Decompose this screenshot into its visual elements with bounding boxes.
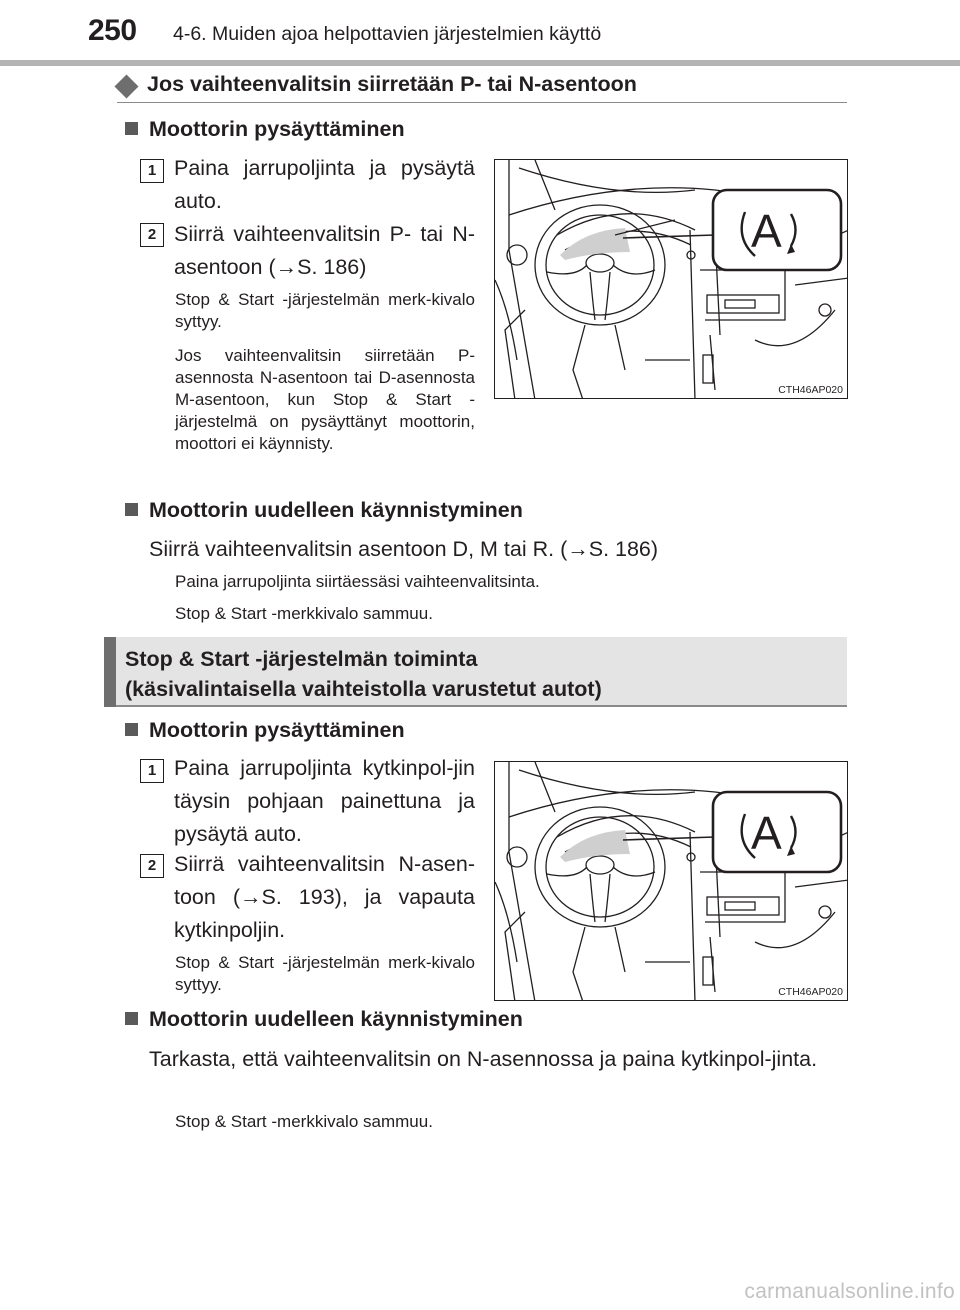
square-bullet-icon [125, 1012, 138, 1025]
page-header [0, 0, 960, 70]
step-number: 2 [140, 223, 164, 247]
note-text: Stop & Start -merkkivalo sammuu. [175, 604, 433, 623]
instruction-text: Tarkasta, että vaihteenvalitsin on N-asennossa ja paina kytkinpol-jinta. [149, 1047, 818, 1071]
dashboard-illustration [494, 159, 848, 399]
step-text: Paina jarrupoljinta ja pysäytä auto. [174, 156, 475, 213]
square-bullet-icon [125, 122, 138, 135]
step-text: Siirrä vaihteenvalitsin P- tai N-asentoon (→S. 186) [174, 222, 475, 279]
note-text: Paina jarrupoljinta siirtäessäsi vaihteenvalitsinta. [175, 572, 540, 591]
callout-label: A [751, 205, 782, 257]
section-title: Jos vaihteenvalitsin siirretään P- tai N-asentoon [147, 72, 637, 96]
callout-label: A [751, 807, 782, 859]
section-heading-line2: (käsivalintaisella vaihteistolla varustetut autot) [125, 677, 602, 701]
note-text: Jos vaihteenvalitsin siirretään P-asennosta N-asentoon tai D-asennosta M-asentoon, kun Stop & Start -järjestelmä on pysäyttänyt moottorin, moottori ei käynnisty. [175, 346, 475, 453]
section-heading-line1: Stop & Start -järjestelmän toiminta [125, 647, 478, 671]
step-text: Paina jarrupoljinta kytkinpol-jin täysin pohjaan painettuna ja pysäytä auto. [174, 756, 475, 846]
footer-watermark: carmanualsonline.info [744, 1280, 955, 1303]
dashboard-illustration [494, 761, 848, 1001]
step-number: 1 [140, 159, 164, 183]
figure-code: CTH46AP020 [778, 384, 843, 396]
section-rule [117, 102, 847, 103]
subheading-engine-stop: Moottorin pysäyttäminen [125, 117, 405, 142]
step-text: Siirrä vaihteenvalitsin N-asen-toon (→S. 193), ja vapauta kytkinpoljin. [174, 852, 475, 942]
heading-bar [104, 637, 116, 707]
step-number: 1 [140, 759, 164, 783]
step-number: 2 [140, 854, 164, 878]
subheading-engine-restart: Moottorin uudelleen käynnistyminen [125, 498, 523, 523]
subheading-engine-stop: Moottorin pysäyttäminen [125, 718, 405, 743]
chapter-title: 4-6. Muiden ajoa helpottavien järjestelmien käyttö [173, 23, 602, 45]
header-rule [0, 60, 960, 66]
figure-code: CTH46AP020 [778, 986, 843, 998]
instruction-text: Siirrä vaihteenvalitsin asentoon D, M tai R. (→S. 186) [149, 537, 659, 561]
square-bullet-icon [125, 503, 138, 516]
square-bullet-icon [125, 723, 138, 736]
note-text: Stop & Start -järjestelmän merk-kivalo syttyy. [175, 953, 475, 994]
page-number: 250 [88, 14, 137, 47]
section-heading-box [104, 637, 847, 707]
subheading-engine-restart: Moottorin uudelleen käynnistyminen [125, 1007, 523, 1032]
note-text: Stop & Start -järjestelmän merk-kivalo syttyy. [175, 290, 475, 331]
note-text: Stop & Start -merkkivalo sammuu. [175, 1112, 433, 1131]
